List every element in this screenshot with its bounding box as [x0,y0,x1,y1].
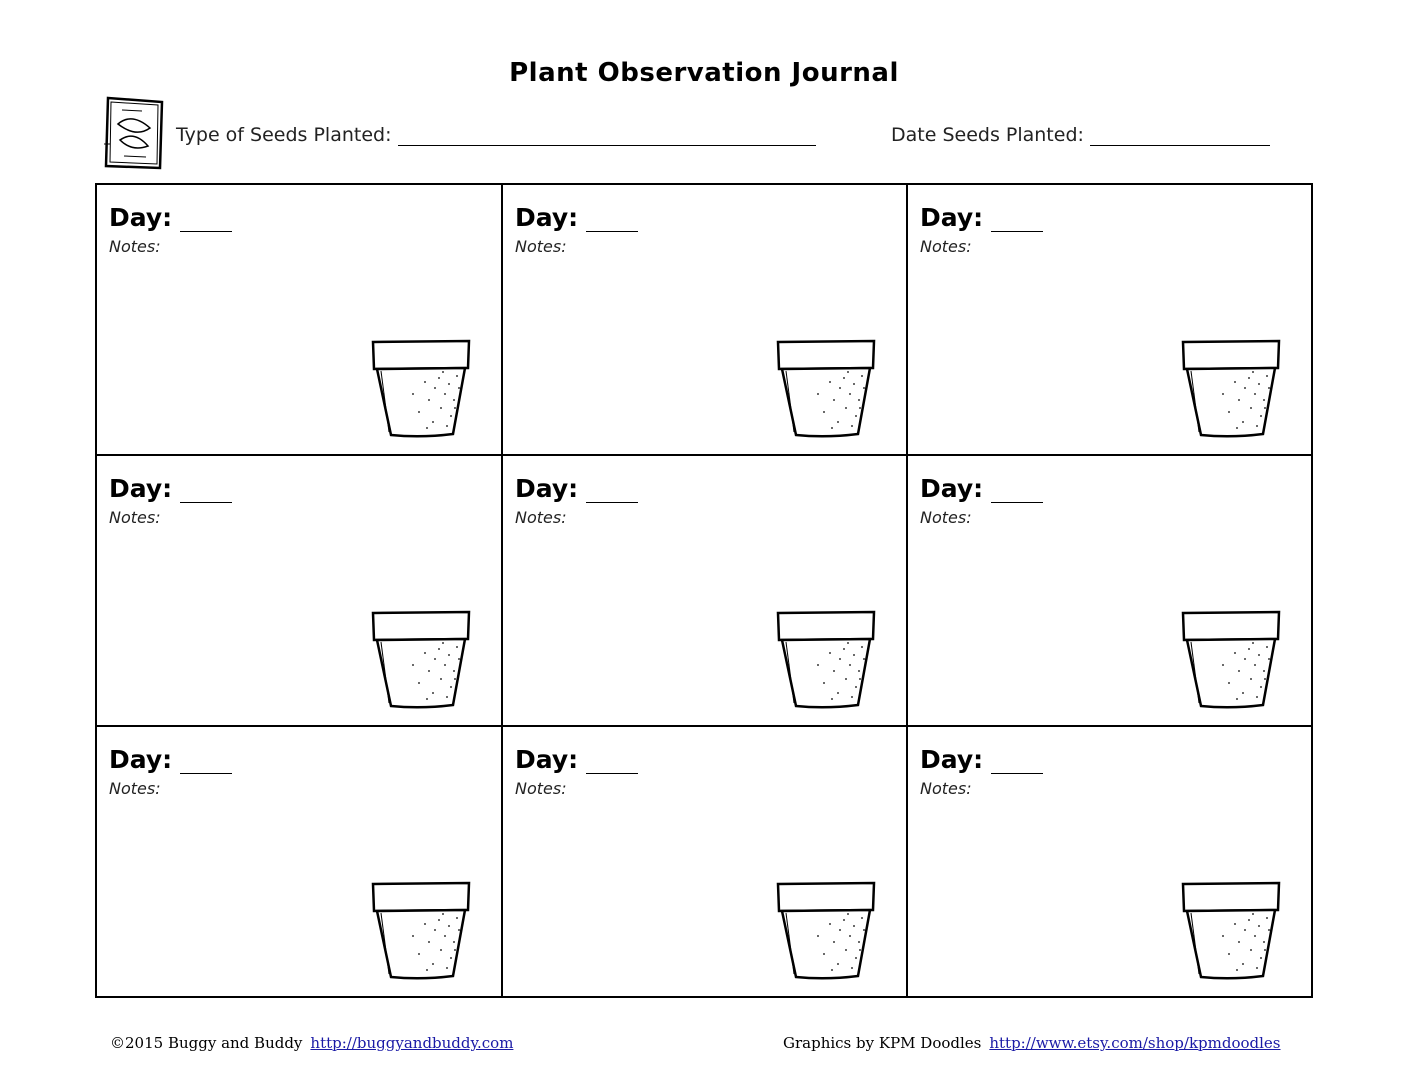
date-planted-label: Date Seeds Planted: [891,124,1084,146]
notes-label: Notes: [920,508,972,527]
flower-pot-icon [774,338,878,442]
day-label-text: Day: [920,203,984,232]
observation-cell[interactable] [97,727,501,996]
observation-cell[interactable] [503,185,906,454]
day-label-text: Day: [920,474,984,503]
copyright-text: ©2015 Buggy and Buddy [110,1034,303,1052]
notes-label: Notes: [109,237,161,256]
seeds-planted-label: Type of Seeds Planted: [176,124,392,146]
seeds-planted-line[interactable] [398,125,816,146]
kpmdoodles-link[interactable]: http://www.etsy.com/shop/kpmdoodles [989,1034,1281,1052]
day-label [515,745,638,774]
day-blank[interactable] [991,209,1043,232]
buggyandbuddy-link[interactable]: http://buggyandbuddy.com [310,1034,514,1052]
flower-pot-icon [369,338,473,442]
day-label [920,203,1043,232]
day-label [920,745,1043,774]
day-blank[interactable] [180,480,232,503]
flower-pot-icon [1179,338,1283,442]
notes-label: Notes: [515,237,567,256]
day-label [515,203,638,232]
flower-pot-icon [369,609,473,713]
date-planted-line[interactable] [1090,125,1270,146]
notes-label: Notes: [920,779,972,798]
observation-cell[interactable] [908,456,1311,725]
page-title: Plant Observation Journal [509,58,899,88]
day-label-text: Day: [515,474,579,503]
day-label-text: Day: [515,745,579,774]
observation-cell[interactable] [503,456,906,725]
observation-grid [95,183,1313,998]
date-planted-field [891,124,1270,146]
day-label [920,474,1043,503]
day-label-text: Day: [109,203,173,232]
flower-pot-icon [369,880,473,984]
footer-copyright [110,1034,513,1052]
day-label-text: Day: [920,745,984,774]
observation-cell[interactable] [97,456,501,725]
day-label [109,745,232,774]
day-blank[interactable] [586,751,638,774]
notes-label: Notes: [515,508,567,527]
observation-cell[interactable] [503,727,906,996]
notes-label: Notes: [109,508,161,527]
seed-packet-icon [102,94,168,172]
day-label [515,474,638,503]
day-blank[interactable] [991,751,1043,774]
observation-cell[interactable] [908,185,1311,454]
footer-credits [783,1034,1281,1052]
day-blank[interactable] [586,480,638,503]
flower-pot-icon [774,609,878,713]
day-blank[interactable] [180,751,232,774]
flower-pot-icon [774,880,878,984]
day-label [109,474,232,503]
flower-pot-icon [1179,609,1283,713]
day-blank[interactable] [180,209,232,232]
day-label-text: Day: [515,203,579,232]
notes-label: Notes: [515,779,567,798]
seeds-planted-field [176,124,816,146]
day-label [109,203,232,232]
notes-label: Notes: [109,779,161,798]
day-blank[interactable] [991,480,1043,503]
notes-label: Notes: [920,237,972,256]
day-label-text: Day: [109,745,173,774]
day-blank[interactable] [586,209,638,232]
graphics-credit-text: Graphics by KPM Doodles [783,1034,982,1052]
observation-cell[interactable] [908,727,1311,996]
observation-cell[interactable] [97,185,501,454]
day-label-text: Day: [109,474,173,503]
flower-pot-icon [1179,880,1283,984]
